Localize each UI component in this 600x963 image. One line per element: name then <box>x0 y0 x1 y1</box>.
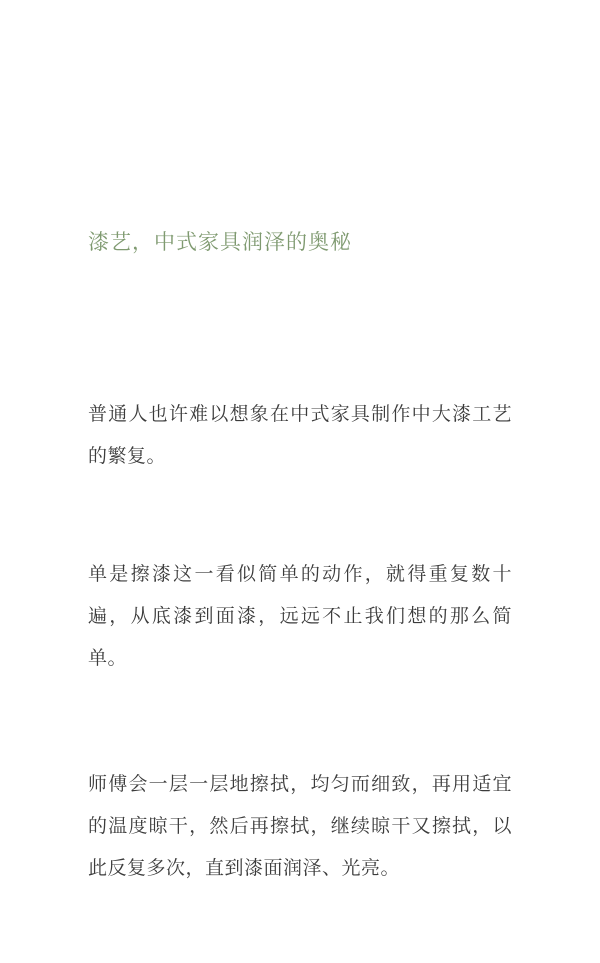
page-title: 漆艺，中式家具润泽的奥秘 <box>88 231 352 255</box>
paragraph-3: 师傅会一层一层地擦拭，均匀而细致，再用适宜的温度晾干，然后再擦拭，继续晾干又擦拭，以此反复多次，直到漆面润泽、光亮。 <box>88 774 512 879</box>
paragraph-2: 单是擦漆这一看似简单的动作，就得重复数十遍，从底漆到面漆，远远不止我们想的那么简单。 <box>88 564 512 669</box>
paragraph-1: 普通人也许难以想象在中式家具制作中大漆工艺的繁复。 <box>88 404 512 467</box>
